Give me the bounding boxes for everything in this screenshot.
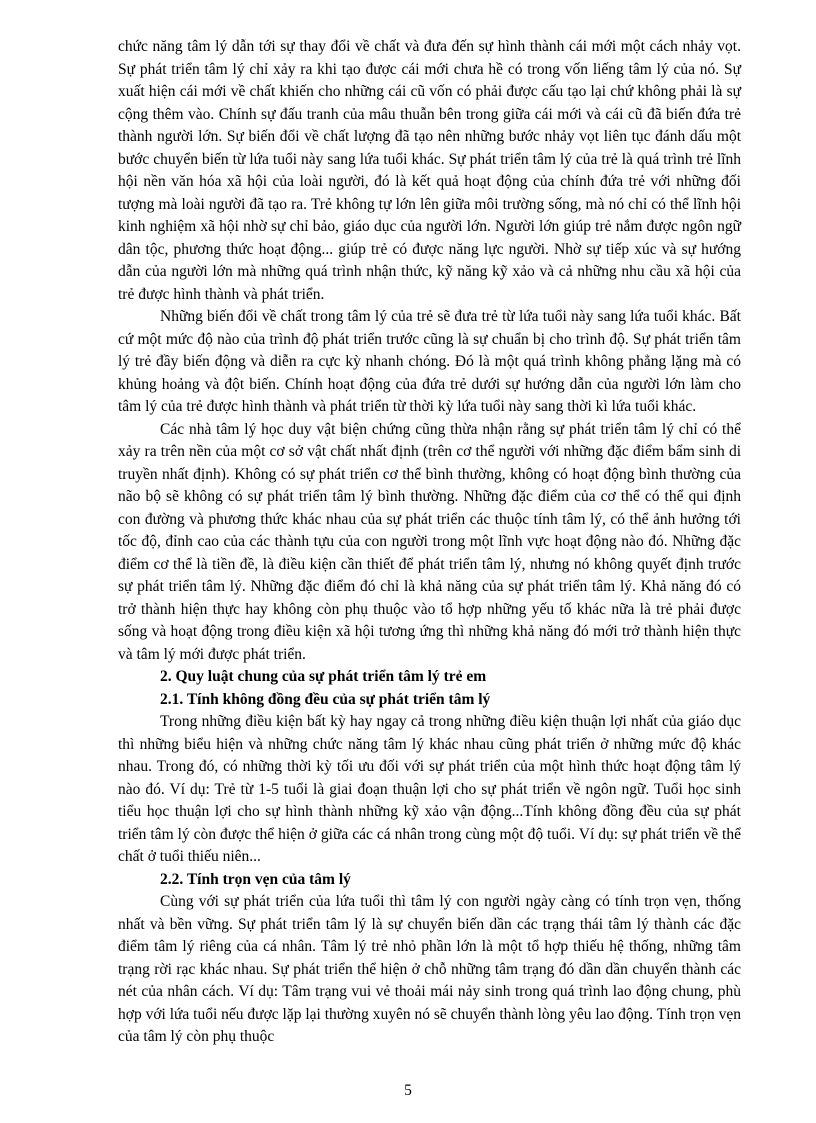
- paragraph-uneven-development: Trong những điều kiện bất kỳ hay ngay cả trong những điều kiện thuận lợi nhất của giáo dục thì những biểu hiện và những chức năng tâm lý khác nhau cũng phát triển ở những mức độ khác nhau. Trong đó, có những thời kỳ tối ưu đối với sự phát triển của một hình thức hoạt động tâm lý nào đó. Ví dụ: Trẻ từ 1-5 tuổi là giai đoạn thuận lợi cho sự phát triển về ngôn ngữ. Tuổi học sinh tiểu học thuận lợi cho sự hình thành những kỹ xảo vận động...Tính không đồng đều của sự phát triển tâm lý còn được thể hiện ở giữa các cá nhân trong cùng một độ tuổi. Ví dụ: sự phát triển về thể chất ở tuổi thiếu niên...: [118, 713, 741, 865]
- section-heading: 2. Quy luật chung của sự phát triển tâm lý trẻ em: [160, 668, 487, 685]
- subsection-heading-uneven: 2.1. Tính không đồng đều của sự phát triển tâm lý: [160, 690, 491, 708]
- paragraph-wholeness: Cùng với sự phát triển của lứa tuổi thì tâm lý con người ngày càng có tính trọn vẹn, thống nhất và bền vững. Sự phát triển tâm lý là sự chuyển biến dần các trạng thái tâm lý thành các đặc điểm tâm lý riêng của cá nhân. Tâm lý trẻ nhỏ phần lớn là một tổ hợp thiếu hệ thống, những tâm trạng rời rạc khác nhau. Sự phát triển thể hiện ở chỗ những tâm trạng đó dần dần chuyển thành các nét của nhân cách. Ví dụ: Tâm trạng vui vẻ thoải mái nảy sinh trong quá trình lao động chung, phù hợp với lứa tuổi nếu được lặp lại thường xuyên nó sẽ chuyển thành lòng yêu lao động. Tính trọn vẹn của tâm lý còn phụ thuộc: [118, 893, 741, 1045]
- subsection-heading-wholeness: 2.2. Tính trọn vẹn của tâm lý: [160, 870, 351, 888]
- paragraph-quality-changes: Những biến đổi về chất trong tâm lý của trẻ sẽ đưa trẻ từ lứa tuổi này sang lứa tuổi khác. Bất cứ một mức độ nào của trình độ phát triển trước cũng là sự chuẩn bị cho trình độ. Sự phát triển tâm lý trẻ đầy biến động và diễn ra cực kỳ nhanh chóng. Đó là một quá trình không phẳng lặng mà có khủng hoảng và đột biến. Chính hoạt động của đứa trẻ dưới sự hướng dẫn của người lớn làm cho tâm lý của trẻ được hình thành và phát triển từ thời kỳ lứa tuổi này sang thời kì lứa tuổi khác.: [118, 308, 741, 415]
- paragraph-continuation: chức năng tâm lý dẫn tới sự thay đổi về chất và đưa đến sự hình thành cái mới một cách nhảy vọt. Sự phát triển tâm lý chỉ xảy ra khi tạo được cái mới chưa hề có trong vốn liếng tâm lý của nó. Sự xuất hiện cái mới về chất khiến cho những cái cũ vốn có phải được cấu tạo lại chứ không phải là sự cộng thêm vào. Chính sự đấu tranh của mâu thuẫn bên trong giữa cái mới và cái cũ đã biến đứa trẻ thành người lớn. Sự biến đổi về chất lượng đã tạo nên những bước nhảy vọt liên tục đánh dấu một bước chuyển biến từ lứa tuổi này sang lứa tuổi khác. Sự phát triển tâm lý của trẻ là quá trình trẻ lĩnh hội nền văn hóa xã hội của loài người, đó là kết quả hoạt động của chính đứa trẻ với những đối tượng mà loài người đã tạo ra. Trẻ không tự lớn lên giữa môi trường sống, mà nó chỉ có thể lĩnh hội kinh nghiệm xã hội nhờ sự chỉ bảo, giáo dục của người lớn. Người lớn giúp trẻ nắm được ngôn ngữ dân tộc, phương thức hoạt động... giúp trẻ có được năng lực người. Nhờ sự tiếp xúc và sự hướng dẫn của người lớn mà những quá trình nhận thức, kỹ năng kỹ xảo và cả những nhu cầu xã hội của trẻ được hình thành và phát triển.: [118, 38, 741, 303]
- paragraph-materialist-view: Các nhà tâm lý học duy vật biện chứng cũng thừa nhận rằng sự phát triển tâm lý chỉ có thể xảy ra trên nền của một cơ sở vật chất nhất định (trên cơ thể người với những đặc điểm bẩm sinh di truyền nhất định). Không có sự phát triển cơ thể bình thường, không có hoạt động bình thường của não bộ sẽ không có sự phát triển tâm lý bình thường. Những đặc điểm của cơ thể có thể qui định con đường và phương thức khác nhau của sự phát triển các thuộc tính tâm lý, có thể ảnh hưởng tới tốc độ, đỉnh cao của các thành tựu của con người trong một lĩnh vực hoạt động nào đó. Những đặc điểm cơ thể là tiền đề, là điều kiện cần thiết để phát triển tâm lý, nhưng nó không quyết định trước sự phát triển tâm lý. Những đặc điểm đó chỉ là khả năng của sự phát triển tâm lý. Khả năng đó có trở thành hiện thực hay không còn phụ thuộc vào tổ hợp những yếu tố khác nữa là trẻ phải được sống và hoạt động trong điều kiện xã hội tương ứng thì những khả năng đó mới trở thành hiện thực và tâm lý mới được phát triển.: [118, 420, 741, 663]
- page-content: [118, 36, 741, 1049]
- page-number: 5: [404, 1082, 412, 1099]
